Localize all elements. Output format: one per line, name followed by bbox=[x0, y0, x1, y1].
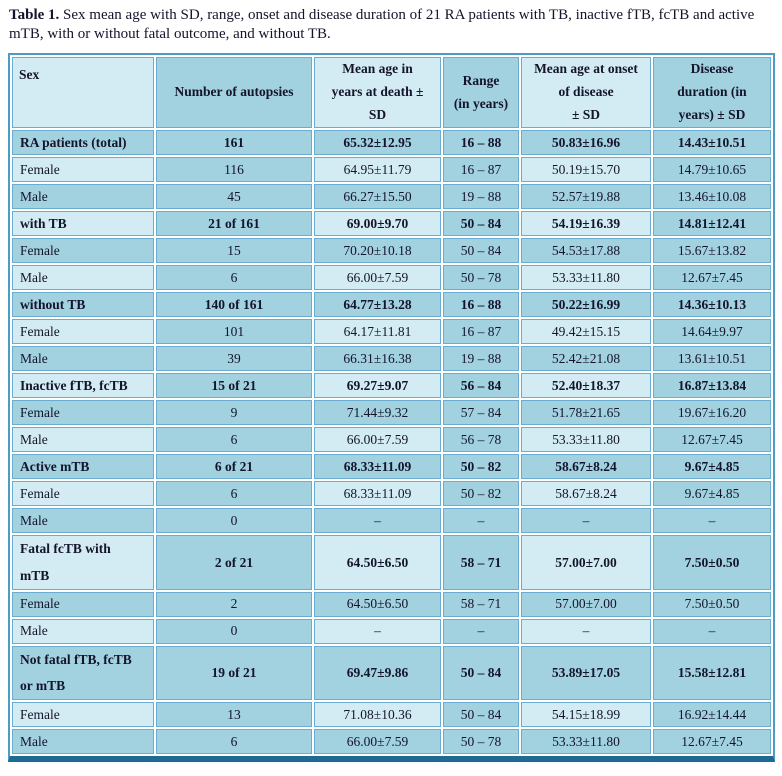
table-row bbox=[12, 427, 771, 452]
cell-death: 64.50±6.50 bbox=[314, 592, 441, 617]
table-row bbox=[12, 238, 771, 263]
cell-death: 69.47±9.86 bbox=[314, 646, 441, 701]
cell-sex: Male bbox=[12, 265, 154, 290]
header-cell-autopsies: Number of autopsies bbox=[156, 57, 312, 128]
cell-range: 57 – 84 bbox=[443, 400, 519, 425]
caption-label: Table 1. bbox=[9, 7, 60, 23]
cell-sex: Not fatal fTB, fcTB or mTB bbox=[12, 646, 154, 701]
cell-sex: Male bbox=[12, 346, 154, 371]
cell-autopsies: 13 bbox=[156, 702, 312, 727]
cell-autopsies: 2 bbox=[156, 592, 312, 617]
cell-autopsies: 21 of 161 bbox=[156, 211, 312, 236]
cell-range: 50 – 84 bbox=[443, 238, 519, 263]
cell-autopsies: 19 of 21 bbox=[156, 646, 312, 701]
cell-onset: 53.33±11.80 bbox=[521, 427, 651, 452]
cell-death: 69.00±9.70 bbox=[314, 211, 441, 236]
cell-autopsies: 6 bbox=[156, 729, 312, 754]
cell-duration: 7.50±0.50 bbox=[653, 592, 771, 617]
table-row bbox=[12, 184, 771, 209]
cell-autopsies: 0 bbox=[156, 619, 312, 644]
cell-range: 50 – 78 bbox=[443, 265, 519, 290]
cell-duration: 15.67±13.82 bbox=[653, 238, 771, 263]
cell-autopsies: 101 bbox=[156, 319, 312, 344]
table-row bbox=[12, 157, 771, 182]
cell-death: – bbox=[314, 619, 441, 644]
cell-range: 19 – 88 bbox=[443, 184, 519, 209]
cell-sex: RA patients (total) bbox=[12, 130, 154, 155]
cell-onset: – bbox=[521, 619, 651, 644]
cell-death: 71.44±9.32 bbox=[314, 400, 441, 425]
cell-sex: Female bbox=[12, 157, 154, 182]
cell-range: – bbox=[443, 619, 519, 644]
cell-duration: 13.46±10.08 bbox=[653, 184, 771, 209]
cell-duration: 16.92±14.44 bbox=[653, 702, 771, 727]
cell-autopsies: 0 bbox=[156, 508, 312, 533]
cell-onset: 54.53±17.88 bbox=[521, 238, 651, 263]
cell-onset: 50.83±16.96 bbox=[521, 130, 651, 155]
cell-sex: Male bbox=[12, 619, 154, 644]
cell-duration: 12.67±7.45 bbox=[653, 427, 771, 452]
cell-death: – bbox=[314, 508, 441, 533]
cell-autopsies: 9 bbox=[156, 400, 312, 425]
cell-range: 50 – 84 bbox=[443, 702, 519, 727]
table-row bbox=[12, 292, 771, 317]
cell-range: 56 – 78 bbox=[443, 427, 519, 452]
cell-onset: 53.33±11.80 bbox=[521, 265, 651, 290]
cell-range: 50 – 84 bbox=[443, 646, 519, 701]
header-cell-range: Range (in years) bbox=[443, 57, 519, 128]
cell-onset: 52.57±19.88 bbox=[521, 184, 651, 209]
cell-autopsies: 15 bbox=[156, 238, 312, 263]
cell-death: 66.00±7.59 bbox=[314, 729, 441, 754]
cell-autopsies: 116 bbox=[156, 157, 312, 182]
cell-range: 56 – 84 bbox=[443, 373, 519, 398]
cell-duration: 15.58±12.81 bbox=[653, 646, 771, 701]
cell-death: 66.00±7.59 bbox=[314, 265, 441, 290]
cell-sex: Fatal fcTB with mTB bbox=[12, 535, 154, 590]
cell-range: 16 – 88 bbox=[443, 130, 519, 155]
cell-autopsies: 6 of 21 bbox=[156, 454, 312, 479]
cell-sex: Female bbox=[12, 319, 154, 344]
cell-sex: Female bbox=[12, 702, 154, 727]
cell-death: 66.27±15.50 bbox=[314, 184, 441, 209]
cell-duration: 14.79±10.65 bbox=[653, 157, 771, 182]
cell-range: 16 – 87 bbox=[443, 319, 519, 344]
cell-death: 70.20±10.18 bbox=[314, 238, 441, 263]
table-row bbox=[12, 346, 771, 371]
cell-death: 66.31±16.38 bbox=[314, 346, 441, 371]
cell-onset: 54.19±16.39 bbox=[521, 211, 651, 236]
cell-death: 64.95±11.79 bbox=[314, 157, 441, 182]
header-cell-death: Mean age in years at death ± SD bbox=[314, 57, 441, 128]
cell-range: 50 – 82 bbox=[443, 454, 519, 479]
cell-autopsies: 15 of 21 bbox=[156, 373, 312, 398]
cell-death: 64.77±13.28 bbox=[314, 292, 441, 317]
cell-range: 16 – 87 bbox=[443, 157, 519, 182]
cell-range: – bbox=[443, 508, 519, 533]
table-row bbox=[12, 265, 771, 290]
cell-duration: 12.67±7.45 bbox=[653, 265, 771, 290]
cell-autopsies: 45 bbox=[156, 184, 312, 209]
cell-onset: 53.33±11.80 bbox=[521, 729, 651, 754]
cell-duration: 19.67±16.20 bbox=[653, 400, 771, 425]
cell-sex: Female bbox=[12, 481, 154, 506]
cell-sex: Male bbox=[12, 729, 154, 754]
cell-onset: 58.67±8.24 bbox=[521, 481, 651, 506]
cell-sex: with TB bbox=[12, 211, 154, 236]
table-row bbox=[12, 373, 771, 398]
header-cell-onset: Mean age at onset of disease ± SD bbox=[521, 57, 651, 128]
cell-range: 58 – 71 bbox=[443, 535, 519, 590]
cell-autopsies: 6 bbox=[156, 481, 312, 506]
cell-sex: Female bbox=[12, 400, 154, 425]
cell-duration: 7.50±0.50 bbox=[653, 535, 771, 590]
caption-text: Sex mean age with SD, range, onset and disease duration of 21 RA patients with TB, inactive fTB, fcTB and active mTB, with or without fatal outcome, and without TB. bbox=[9, 7, 755, 43]
cell-onset: 49.42±15.15 bbox=[521, 319, 651, 344]
cell-death: 71.08±10.36 bbox=[314, 702, 441, 727]
table-row bbox=[12, 481, 771, 506]
cell-autopsies: 6 bbox=[156, 265, 312, 290]
table-row bbox=[12, 400, 771, 425]
cell-sex: Active mTB bbox=[12, 454, 154, 479]
cell-onset: 54.15±18.99 bbox=[521, 702, 651, 727]
cell-autopsies: 6 bbox=[156, 427, 312, 452]
table-row bbox=[12, 592, 771, 617]
cell-onset: 57.00±7.00 bbox=[521, 535, 651, 590]
cell-onset: 52.40±18.37 bbox=[521, 373, 651, 398]
cell-death: 64.50±6.50 bbox=[314, 535, 441, 590]
cell-range: 16 – 88 bbox=[443, 292, 519, 317]
table-row bbox=[12, 619, 771, 644]
cell-range: 50 – 78 bbox=[443, 729, 519, 754]
cell-range: 19 – 88 bbox=[443, 346, 519, 371]
data-table bbox=[8, 53, 775, 762]
cell-duration: 12.67±7.45 bbox=[653, 729, 771, 754]
cell-duration: – bbox=[653, 619, 771, 644]
cell-onset: 50.19±15.70 bbox=[521, 157, 651, 182]
table-row bbox=[12, 535, 771, 590]
cell-sex: Inactive fTB, fcTB bbox=[12, 373, 154, 398]
table-row bbox=[12, 508, 771, 533]
cell-range: 50 – 84 bbox=[443, 211, 519, 236]
cell-duration: 14.64±9.97 bbox=[653, 319, 771, 344]
table-row bbox=[12, 646, 771, 701]
cell-death: 69.27±9.07 bbox=[314, 373, 441, 398]
cell-onset: 51.78±21.65 bbox=[521, 400, 651, 425]
cell-duration: 14.81±12.41 bbox=[653, 211, 771, 236]
cell-death: 68.33±11.09 bbox=[314, 481, 441, 506]
table-body bbox=[12, 130, 771, 754]
cell-sex: without TB bbox=[12, 292, 154, 317]
cell-duration: 9.67±4.85 bbox=[653, 454, 771, 479]
cell-onset: 57.00±7.00 bbox=[521, 592, 651, 617]
cell-sex: Male bbox=[12, 508, 154, 533]
cell-autopsies: 39 bbox=[156, 346, 312, 371]
cell-range: 58 – 71 bbox=[443, 592, 519, 617]
cell-onset: 50.22±16.99 bbox=[521, 292, 651, 317]
cell-onset: 53.89±17.05 bbox=[521, 646, 651, 701]
cell-sex: Female bbox=[12, 238, 154, 263]
cell-duration: 13.61±10.51 bbox=[653, 346, 771, 371]
cell-death: 64.17±11.81 bbox=[314, 319, 441, 344]
cell-duration: 14.43±10.51 bbox=[653, 130, 771, 155]
cell-duration: – bbox=[653, 508, 771, 533]
cell-autopsies: 140 of 161 bbox=[156, 292, 312, 317]
cell-autopsies: 161 bbox=[156, 130, 312, 155]
cell-death: 68.33±11.09 bbox=[314, 454, 441, 479]
cell-duration: 14.36±10.13 bbox=[653, 292, 771, 317]
cell-sex: Male bbox=[12, 184, 154, 209]
header-row bbox=[12, 57, 771, 128]
header-cell-sex: Sex bbox=[12, 57, 154, 128]
table-row bbox=[12, 454, 771, 479]
cell-onset: – bbox=[521, 508, 651, 533]
header-cell-duration: Disease duration (in years) ± SD bbox=[653, 57, 771, 128]
table-row bbox=[12, 319, 771, 344]
cell-sex: Male bbox=[12, 427, 154, 452]
cell-onset: 52.42±21.08 bbox=[521, 346, 651, 371]
cell-death: 66.00±7.59 bbox=[314, 427, 441, 452]
cell-range: 50 – 82 bbox=[443, 481, 519, 506]
cell-duration: 9.67±4.85 bbox=[653, 481, 771, 506]
cell-autopsies: 2 of 21 bbox=[156, 535, 312, 590]
table-row bbox=[12, 702, 771, 727]
table-row bbox=[12, 211, 771, 236]
cell-duration: 16.87±13.84 bbox=[653, 373, 771, 398]
table-row bbox=[12, 130, 771, 155]
cell-sex: Female bbox=[12, 592, 154, 617]
cell-onset: 58.67±8.24 bbox=[521, 454, 651, 479]
table-row bbox=[12, 729, 771, 754]
cell-death: 65.32±12.95 bbox=[314, 130, 441, 155]
table-caption bbox=[9, 6, 777, 44]
